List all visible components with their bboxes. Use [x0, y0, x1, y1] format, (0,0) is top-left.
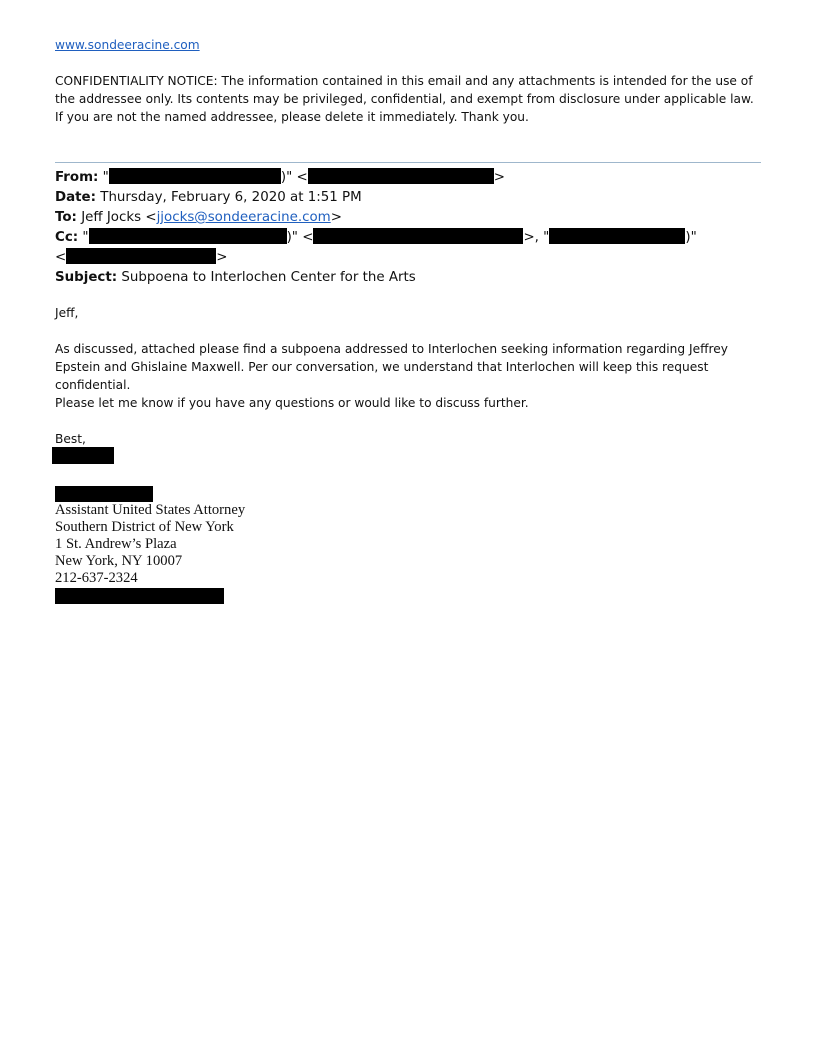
cc-line-2 [55, 248, 761, 268]
to-email-link[interactable]: jjocks@sondeeracine.com [156, 210, 331, 225]
subject-value: Subpoena to Interlochen Center for the Arts [121, 270, 416, 285]
from-end: > [493, 170, 505, 185]
signature-city: New York, NY 10007 [55, 553, 183, 569]
redacted-cc-email-2 [66, 248, 216, 264]
cc-close-1: )" < [286, 230, 314, 245]
from-line [55, 168, 761, 188]
confidentiality-notice: CONFIDENTIALITY NOTICE: The information contained in this email and any attachments is intended for the use of the addressee only. Its contents may be privileged, confidential, and exempt from disclosure under applicable law. If you are not the named addressee, please delete it immediately. Thank you. [55, 74, 754, 124]
cc-line2-open: < [55, 250, 67, 265]
cc-label: Cc: [55, 230, 79, 245]
to-name: Jeff Jocks < [81, 210, 157, 225]
signature-block [55, 502, 455, 587]
redacted-cc-name-1 [89, 228, 287, 244]
header-divider [55, 162, 761, 163]
date-value: Thursday, February 6, 2020 at 1:51 PM [100, 190, 362, 205]
from-label: From: [55, 170, 99, 185]
to-end: > [330, 210, 342, 225]
body-paragraph-2: Please let me know if you have any questions or would like to discuss further. [55, 396, 529, 410]
cc-line [55, 228, 761, 248]
to-label: To: [55, 210, 77, 225]
from-open-quote: " [102, 170, 109, 185]
from-close: )" < [280, 170, 308, 185]
website-link[interactable]: www.sondeeracine.com [55, 38, 200, 52]
signature-office: Southern District of New York [55, 519, 234, 535]
date-label: Date: [55, 190, 96, 205]
cc-open-quote: " [82, 230, 89, 245]
cc-separator: >, " [523, 230, 550, 245]
signature-phone: 212-637-2324 [55, 570, 138, 586]
redacted-sender-signature-name [52, 447, 114, 464]
email-top-section [55, 36, 761, 126]
redacted-signature-email [55, 588, 224, 604]
cc-close-2: )" [685, 230, 697, 245]
signature-title: Assistant United States Attorney [55, 502, 246, 518]
greeting: Jeff, [55, 306, 79, 320]
cc-line2-close: > [216, 250, 228, 265]
signature-street: 1 St. Andrew’s Plaza [55, 536, 177, 552]
email-headers [55, 168, 761, 288]
redacted-attorney-name [55, 486, 153, 502]
redacted-sender-email [308, 168, 494, 184]
date-line [55, 188, 761, 208]
subject-line [55, 268, 761, 288]
redacted-sender-name [109, 168, 281, 184]
redacted-cc-email-1 [313, 228, 523, 244]
body-paragraph-1: As discussed, attached please find a subpoena addressed to Interlochen seeking information regarding Jeffrey Epstein and Ghislaine Maxwell. Per our conversation, we understand that Interlochen will keep this request confidential. [55, 342, 728, 392]
subject-label: Subject: [55, 270, 118, 285]
to-line [55, 208, 761, 228]
closing: Best, [55, 432, 86, 446]
redacted-cc-name-2 [549, 228, 685, 244]
